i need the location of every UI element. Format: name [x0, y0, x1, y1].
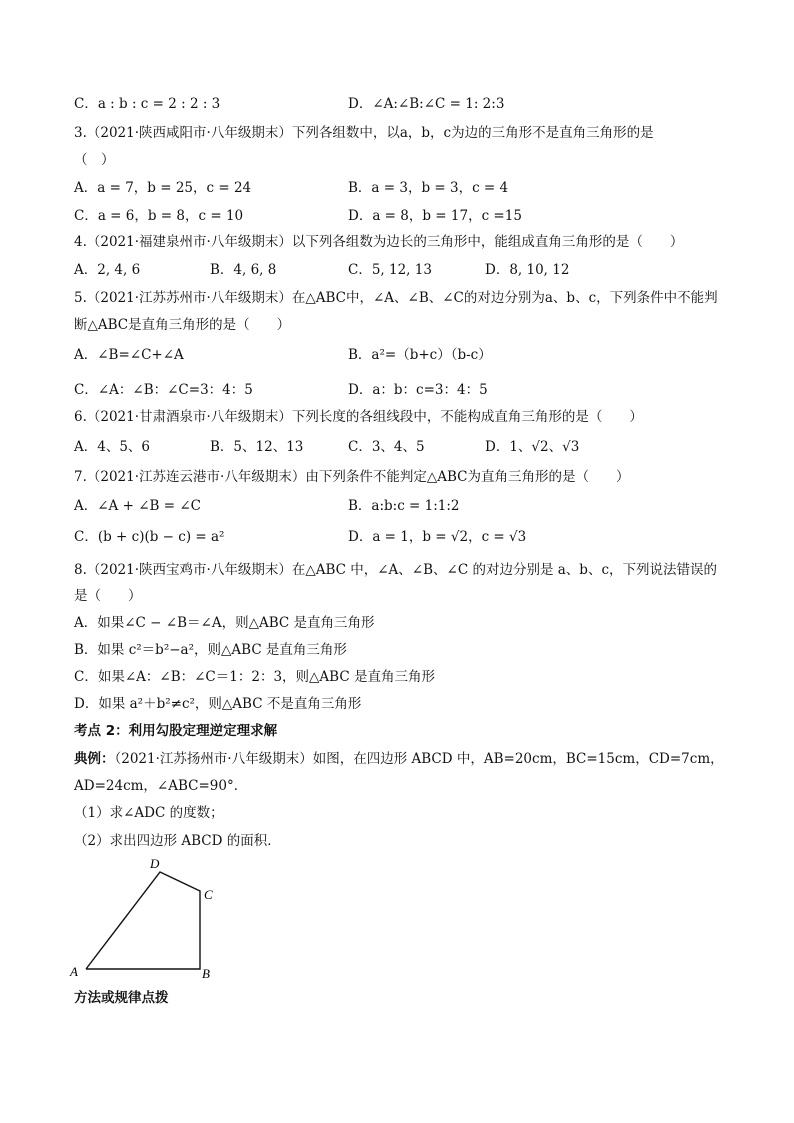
- q7-option-b: B．a:b:c = 1:1:2: [348, 498, 460, 514]
- q6-stem: 6.（2021·甘肃酒泉市·八年级期末）下列长度的各组线段中，不能构成直角三角形的是（ ）: [74, 409, 643, 425]
- q5-option-b: B．a²=（b+c）（b-c）: [348, 347, 492, 363]
- q7-option-a: A．∠A + ∠B = ∠C: [74, 498, 201, 514]
- q4-option-a: A．2, 4, 6: [74, 262, 141, 278]
- q8-option-b: B．如果 c²＝b²−a²，则△ABC 是直角三角形: [74, 642, 347, 658]
- example-line-1: [74, 750, 724, 768]
- q6-option-c: C．3、4、5: [348, 439, 425, 455]
- example-text: （2021·江苏扬州市·八年级期末）如图，在四边形 ABCD 中，AB=20cm，BC=15cm，CD=7cm，: [114, 751, 724, 767]
- q8-option-d: D．如果 a²＋b²≠c²，则△ABC 不是直角三角形: [74, 696, 362, 712]
- q2-option-c: C．a : b : c = 2 : 2 : 3: [74, 96, 221, 112]
- q3-option-c: C．a = 6，b = 8，c = 10: [74, 208, 244, 224]
- q6-option-b: B．5、12、13: [210, 439, 304, 455]
- q8-stem: 8.（2021·陕西宝鸡市·八年级期末）在△ABC 中，∠A、∠B、∠C 的对边分别是 a、b、c，下列说法错误的: [74, 562, 718, 578]
- q5-stem: 5.（2021·江苏苏州市·八年级期末）在△ABC中，∠A、∠B、∠C的对边分别为a、b、c，下列条件中不能判: [74, 290, 718, 306]
- method-title: 方法或规律点拨: [74, 990, 169, 1006]
- q4-option-c: C．5, 12, 13: [348, 262, 432, 278]
- q5-option-c: C．∠A：∠B：∠C=3：4：5: [74, 382, 253, 398]
- q7-option-c: C．(b + c)(b − c) = a²: [74, 529, 225, 545]
- q5-stem-cont: 断△ABC是直角三角形的是（ ）: [74, 317, 291, 333]
- q6-option-d: D．1、√2、√3: [485, 439, 580, 455]
- q5-option-d: D．a：b：c=3：4：5: [348, 382, 488, 398]
- q5-option-a: A．∠B=∠C+∠A: [74, 347, 184, 363]
- q4-option-d: D．8, 10, 12: [485, 262, 570, 278]
- q3-option-a: A．a = 7，b = 25，c = 24: [74, 180, 252, 196]
- vertex-label-d: D: [150, 856, 160, 871]
- section-2-title: 考点 2：利用勾股定理逆定理求解: [74, 723, 278, 739]
- example-part-1: （1）求∠ADC 的度数；: [74, 805, 224, 821]
- q2-option-d: D．∠A:∠B:∠C = 1: 2:3: [348, 96, 505, 112]
- quadrilateral-outline: [86, 872, 200, 969]
- vertex-label-a: A: [70, 964, 78, 979]
- vertex-label-b: B: [202, 966, 210, 981]
- quadrilateral-abcd-diagram: [66, 852, 226, 982]
- q4-stem: 4.（2021·福建泉州市·八年级期末）以下列各组数为边长的三角形中，能组成直角三角形的是（ ）: [74, 234, 684, 250]
- q8-stem-cont: 是（ ）: [74, 588, 142, 604]
- q7-stem: 7.（2021·江苏连云港市·八年级期末）由下列条件不能判定△ABC为直角三角形的是（ ）: [74, 469, 630, 485]
- q4-option-b: B．4, 6, 8: [210, 262, 277, 278]
- example-line-2: AD=24cm，∠ABC=90°．: [74, 778, 248, 794]
- q8-option-a: A．如果∠C − ∠B＝∠A，则△ABC 是直角三角形: [74, 615, 375, 631]
- q8-option-c: C．如果∠A：∠B：∠C＝1：2：3，则△ABC 是直角三角形: [74, 669, 435, 685]
- q3-option-b: B．a = 3，b = 3，c = 4: [348, 180, 509, 196]
- q3-stem: 3.（2021·陕西咸阳市·八年级期末）下列各组数中，以a，b，c为边的三角形不是直角三角形的是: [74, 125, 654, 141]
- vertex-label-c: C: [204, 887, 213, 902]
- example-label: 典例：: [74, 751, 115, 767]
- example-part-2: （2）求出四边形 ABCD 的面积．: [74, 833, 281, 849]
- q6-option-a: A．4、5、6: [74, 439, 151, 455]
- q3-option-d: D．a = 8，b = 17，c =15: [348, 208, 522, 224]
- q3-paren: （ ）: [74, 152, 115, 168]
- q7-option-d: D．a = 1，b = √2，c = √3: [348, 529, 527, 545]
